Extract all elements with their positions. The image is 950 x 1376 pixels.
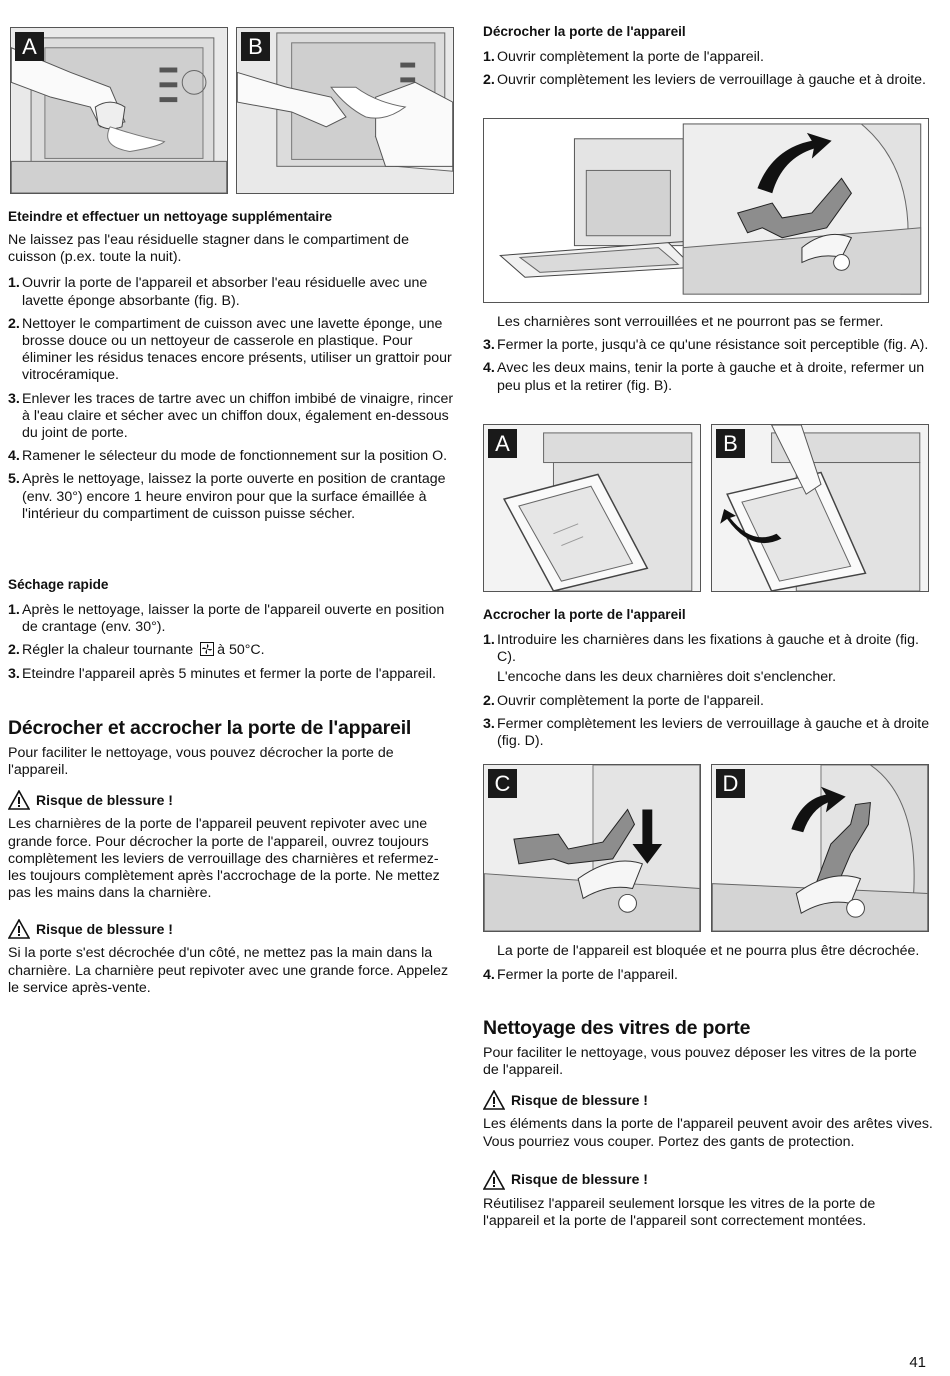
switch-off-heading: Eteindre et effectuer un nettoyage supplémentaire bbox=[8, 209, 333, 224]
list-item: 5. Après le nettoyage, laissez la porte ouverte en position de crantage (env. 30°) encore 1 heure environ pour que la surface émaillée à l'intérieur du compartiment de cuisson puisse sécher. bbox=[8, 471, 446, 522]
hook-continued bbox=[483, 943, 933, 990]
figure-label-a: A bbox=[488, 429, 517, 458]
list-item: 1. Introduire les charnières dans les fixations à gauche et à droite (fig. C). bbox=[483, 632, 919, 666]
figure-label-b: B bbox=[716, 429, 745, 458]
warning-text: Les charnières de la porte de l'appareil peuvent repivoter avec une grande force. Pour décrocher la porte de l'appareil, ouvrez toujours complètement les leviers de verrouillage des charnières et refermez-les toujours complètement après l'accrochage de la porte. Ne mettez pas les mains dans la charnière. bbox=[8, 816, 440, 902]
quick-dry-heading: Séchage rapide bbox=[8, 577, 109, 592]
quick-dry-section bbox=[8, 576, 454, 689]
unhook-section bbox=[483, 23, 933, 95]
hook-final-steps bbox=[483, 967, 933, 984]
warning-text: Réutilisez l'appareil seulement lorsque les vitres de la porte de l'appareil et la porte de l'appareil sont correctement montées. bbox=[483, 1195, 876, 1230]
list-item: 2. Régler la chaleur tournante à 50°C. bbox=[8, 642, 265, 659]
list-item: 4. Fermer la porte de l'appareil. bbox=[483, 967, 678, 984]
list-item: 1. Ouvrir complètement la porte de l'appareil. bbox=[483, 49, 764, 65]
list-item: 1. Ouvrir la porte de l'appareil et absorber l'eau résiduelle avec une lavette éponge absorbante (fig. B). bbox=[8, 275, 428, 309]
switch-off-section bbox=[8, 208, 454, 529]
list-item: 1. Après le nettoyage, laisser la porte de l'appareil ouverte en position de crantage (env. 30°). bbox=[8, 602, 445, 636]
figure-label-b: B bbox=[241, 32, 270, 61]
door-section-title: Décrocher et accrocher la porte de l'appareil bbox=[8, 717, 412, 739]
door-section bbox=[8, 717, 454, 997]
list-item: 4. Avec les deux mains, tenir la porte à gauche et à droite, refermer un peu plus et la retirer (fig. B). bbox=[483, 360, 925, 394]
glass-section bbox=[483, 1017, 933, 1230]
unhook-steps-continued bbox=[483, 337, 933, 395]
warning-text: Les éléments dans la porte de l'appareil peuvent avoir des arêtes vives. Vous pourriez vous couper. Portez des gants de protection. bbox=[483, 1116, 933, 1150]
unhook-note: Les charnières sont verrouillées et ne pourront pas se fermer. bbox=[497, 314, 884, 330]
fan-heat-icon bbox=[200, 642, 214, 656]
figure-door-remove-b bbox=[711, 424, 929, 592]
warning-triangle-icon bbox=[483, 1170, 505, 1190]
unhook-steps bbox=[483, 49, 933, 89]
figure-hinge-insert-c bbox=[483, 764, 701, 932]
hook-step1-note: L'encoche dans les deux charnières doit s'enclencher. bbox=[497, 669, 837, 686]
list-item: 2. Ouvrir complètement les leviers de verrouillage à gauche et à droite. bbox=[483, 72, 926, 89]
list-item: 3. Fermer la porte, jusqu'à ce qu'une résistance soit perceptible (fig. A). bbox=[483, 337, 929, 354]
list-item: 2. Nettoyer le compartiment de cuisson avec une lavette éponge, une brosse douce ou un nettoyeur de casserole en plastique. Pour éliminer les résidus tenaces encore présents, utiliser un grattoir pour vitrocéramique. bbox=[8, 315, 452, 384]
glass-section-title: Nettoyage des vitres de porte bbox=[483, 1017, 751, 1039]
warning-heading: Risque de blessure ! bbox=[483, 1090, 933, 1110]
figure-hinge-open bbox=[483, 118, 929, 303]
hook-note: La porte de l'appareil est bloquée et ne pourra plus être décrochée. bbox=[497, 943, 920, 959]
hinge-open-illustration bbox=[484, 119, 928, 302]
figure-label-c: C bbox=[488, 769, 517, 798]
switch-off-steps bbox=[8, 275, 454, 523]
hook-section bbox=[483, 606, 933, 756]
hook-steps bbox=[483, 632, 933, 666]
warning-heading: Risque de blessure ! bbox=[483, 1170, 933, 1190]
list-item: 4. Ramener le sélecteur du mode de fonctionnement sur la position O. bbox=[8, 448, 448, 465]
figure-label-a: A bbox=[15, 32, 44, 61]
unhook-heading: Décrocher la porte de l'appareil bbox=[483, 24, 686, 39]
hook-steps-continued bbox=[483, 693, 933, 751]
warning-triangle-icon bbox=[483, 1090, 505, 1110]
page-number: 41 bbox=[909, 1354, 926, 1371]
warning-triangle-icon bbox=[8, 790, 30, 810]
switch-off-intro: Ne laissez pas l'eau résiduelle stagner dans le compartiment de cuisson (p.ex. toute la nuit). bbox=[8, 232, 409, 266]
list-item: 2. Ouvrir complètement la porte de l'appareil. bbox=[483, 692, 764, 709]
figure-wipe-water bbox=[236, 27, 454, 194]
warning-triangle-icon bbox=[8, 919, 30, 939]
glass-intro: Pour faciliter le nettoyage, vous pouvez déposer les vitres de la porte de l'appareil. bbox=[483, 1045, 917, 1079]
figure-door-close-a bbox=[483, 424, 701, 592]
figure-hinge-lock-d bbox=[711, 764, 929, 932]
warning-text: Si la porte s'est décrochée d'un côté, ne mettez pas la main dans la charnière. La charnière peut repivoter avec une grande force. Appelez le service après-vente. bbox=[8, 945, 449, 996]
quick-dry-steps bbox=[8, 602, 454, 683]
list-item: 3. Enlever les traces de tartre avec un chiffon imbibé de vinaigre, rincer à l'eau claire et sécher avec un chiffon doux, également en-dessous du joint de porte. bbox=[8, 390, 454, 442]
figure-label-d: D bbox=[716, 769, 745, 798]
warning-heading: Risque de blessure ! bbox=[8, 790, 454, 810]
list-item: 3. Fermer complètement les leviers de verrouillage à gauche et à droite (fig. D). bbox=[483, 715, 930, 750]
figure-pour-water bbox=[10, 27, 228, 194]
hook-heading: Accrocher la porte de l'appareil bbox=[483, 607, 686, 622]
list-item: 3. Eteindre l'appareil après 5 minutes et fermer la porte de l'appareil. bbox=[8, 665, 436, 682]
door-section-intro: Pour faciliter le nettoyage, vous pouvez décrocher la porte de l'appareil. bbox=[8, 745, 394, 779]
unhook-continued bbox=[483, 314, 933, 401]
warning-heading: Risque de blessure ! bbox=[8, 919, 454, 939]
